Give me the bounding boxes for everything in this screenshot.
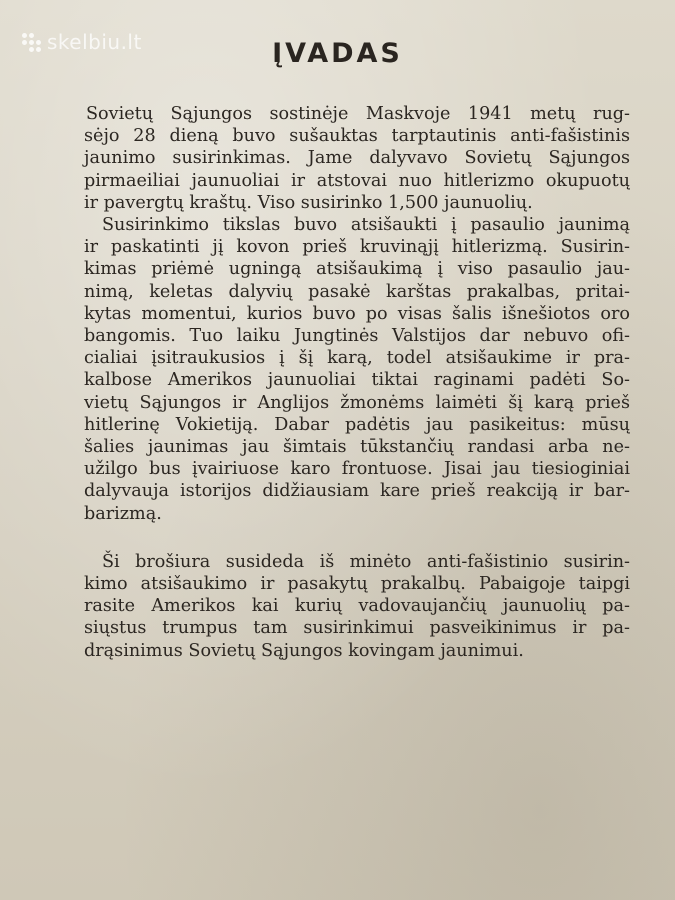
text-line: siųstus trumpus tam susirinkimui pasveikinimus ir pa- [84, 618, 630, 639]
text-line: kytas momentui, kurios buvo po visas šalis išnešiotos oro [84, 303, 630, 324]
text-line: bangomis. Tuo laiku Jungtinės Valstijos dar nebuvo ofi- [84, 326, 630, 347]
text-line: hitlerinę Vokietiją. Dabar padėtis jau pasikeitus: mūsų [84, 414, 630, 435]
text-line: nimą, keletas dalyvių pasakė karštas prakalbas, pritai- [84, 281, 630, 302]
text-line: šalies jaunimas jau šimtais tūkstančių randasi arba ne- [84, 437, 630, 458]
text-line: ir paskatinti jį kovon prieš kruvinąjį hitlerizmą. Susirin- [84, 237, 630, 258]
text-line: barizmą. [84, 503, 162, 524]
text-line: rasite Amerikos kai kurių vadovaujančių jaunuolių pa- [84, 596, 630, 617]
paragraph-2 [84, 214, 630, 525]
text-line: ir pavergtų kraštų. Viso susirinko 1,500 jaunuolių. [84, 192, 533, 213]
text-line: pirmaeiliai jaunuoliai ir atstovai nuo hitlerizmo okupuotų [84, 170, 630, 191]
paragraph-spacer [84, 525, 630, 551]
text-line: sėjo 28 dieną buvo sušauktas tarptautinis anti-fašistinis [84, 126, 630, 147]
text-line: Ši brošiura susideda iš minėto anti-fašistinio susirin- [102, 551, 630, 572]
text-line: cialiai įsitraukusios į šį karą, todel atsišaukime ir pra- [84, 348, 630, 369]
body-text [84, 103, 630, 662]
paragraph-1 [84, 103, 630, 214]
text-line: kalbose Amerikos jaunuoliai tiktai raginami padėti So- [84, 370, 630, 391]
text-line: kimas priėmė ugningą atsišaukimą į viso pasaulio jau- [84, 259, 630, 280]
text-line: dalyvauja istorijos didžiausiam kare prieš reakciją ir bar- [84, 481, 630, 502]
text-line: užilgo bus įvairiuose karo frontuose. Jisai jau tiesioginiai [84, 459, 630, 480]
text-line: Susirinkimo tikslas buvo atsišaukti į pasaulio jaunimą [102, 215, 630, 236]
watermark-text: skelbiu.lt [47, 30, 142, 54]
text-line: kimo atsišaukimo ir pasakytų prakalbų. Pabaigoje taipgi [84, 574, 630, 595]
text-line: jaunimo susirinkimas. Jame dalyvavo Sovietų Sąjungos [84, 148, 630, 169]
text-line: drąsinimus Sovietų Sąjungos kovingam jaunimui. [84, 640, 524, 661]
text-line: vietų Sąjungos ir Anglijos žmonėms laimėti šį karą prieš [84, 392, 630, 413]
text-line: Sovietų Sąjungos sostinėje Maskvoje 1941 metų rug- [86, 104, 630, 124]
paragraph-3 [84, 551, 630, 662]
chapter-heading: ĮVADAS [272, 38, 403, 69]
